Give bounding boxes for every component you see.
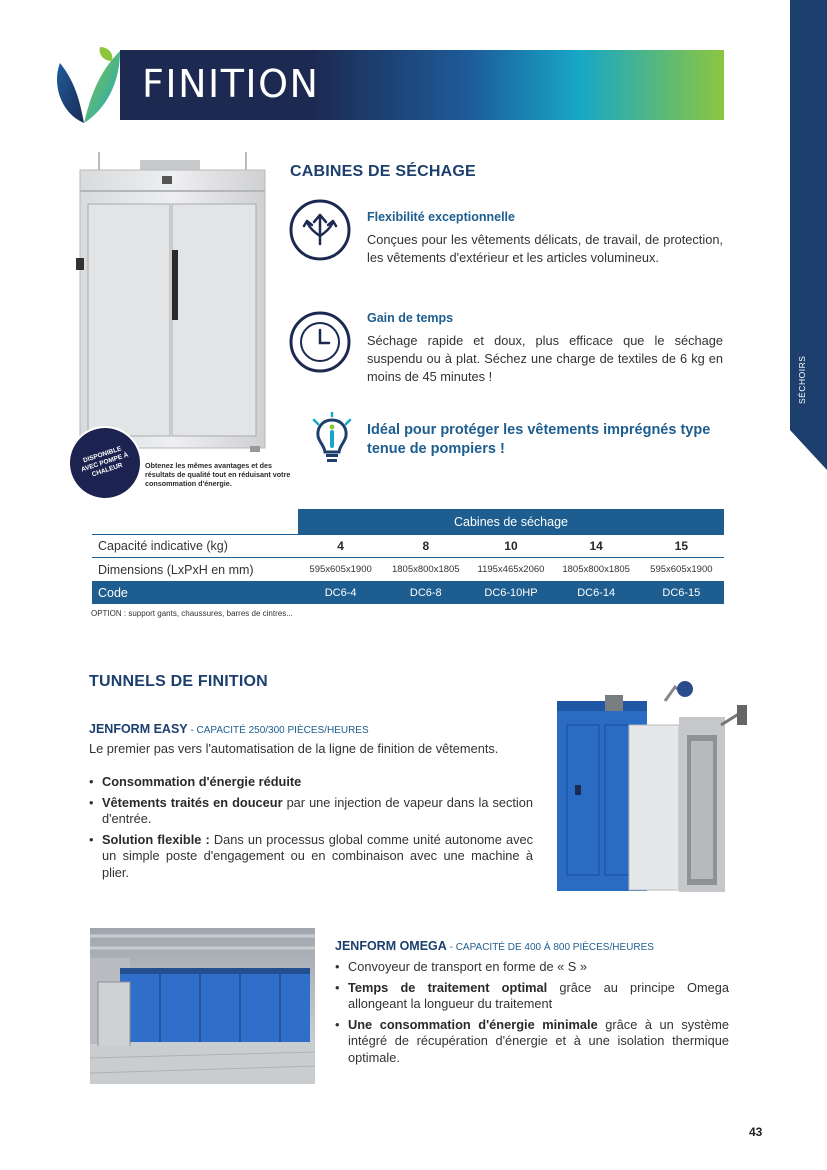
- table-row-dimensions: [92, 558, 724, 582]
- tunnels-section-title: TUNNELS DE FINITION: [89, 673, 268, 690]
- table-row-code: [92, 581, 724, 604]
- jenform-omega-bullets: [335, 959, 729, 1070]
- clock-icon: [288, 310, 352, 374]
- table-cell: 8: [422, 539, 430, 553]
- page-number: 43: [749, 1125, 763, 1139]
- feature-title-time: Gain de temps: [367, 311, 454, 325]
- bullet-text: grâce au principe Omega allongeant la longueur du traitement: [348, 979, 729, 1011]
- section-side-tab: [790, 0, 827, 470]
- bullet-bold: Une consommation d'énergie minimale: [348, 1016, 598, 1032]
- table-cell: 15: [674, 539, 689, 553]
- list-item: [89, 795, 533, 828]
- bullet-text: par une injection de vapeur dans la section d'entrée.: [102, 794, 534, 826]
- bullet-bold: Temps de traitement optimal: [348, 979, 548, 995]
- table-row-capacity: [92, 534, 724, 558]
- product-capacity: - CAPACITÉ 250/300 PIÈCES/HEURES: [187, 725, 369, 736]
- table-cell: 595x605x1900: [309, 564, 372, 575]
- table-cell: DC6-4: [324, 586, 357, 599]
- cabinets-section-title: CABINES DE SÉCHAGE: [290, 163, 476, 180]
- table-cell: DC6-8: [409, 586, 442, 599]
- product-capacity: - CAPACITÉ DE 400 À 800 PIÈCES/HEURES: [446, 942, 654, 953]
- table-cell: 1195x465x2060: [477, 564, 545, 575]
- table-cell: 10: [504, 539, 518, 553]
- table-cell: 1805x800x1805: [391, 564, 460, 575]
- list-item: [335, 959, 729, 976]
- lightbulb-icon: [312, 412, 352, 464]
- table-cell: DC6-14: [577, 586, 616, 599]
- row-label: Code: [98, 585, 128, 600]
- table-cell: 595x605x1900: [650, 564, 713, 575]
- option-note: OPTION : support gants, chaussures, barres de cintres...: [91, 609, 293, 618]
- table-cell: 1805x800x1805: [562, 564, 630, 575]
- row-label: Capacité indicative (kg): [98, 539, 228, 553]
- product-name: JENFORM EASY: [89, 722, 188, 736]
- list-item: [89, 832, 533, 882]
- jenform-omega-image: [90, 928, 315, 1084]
- bullet-text: Convoyeur de transport en forme de « S »: [348, 959, 588, 974]
- leaf-logo-icon: [50, 43, 128, 127]
- heat-pump-badge: DISPONIBLE AVEC POMPE À CHALEUR: [61, 419, 149, 507]
- ideal-highlight: Idéal pour protéger les vêtements imprégnés type tenue de pompiers !: [367, 422, 711, 457]
- feature-text-time: Séchage rapide et doux, plus efficace que le séchage suspendu ou à plat. Séchez une charge de textiles de 6 kg en moins de 45 minutes !: [367, 333, 723, 384]
- jenform-omega-title: [335, 939, 654, 953]
- table-cell: DC6-15: [662, 586, 701, 599]
- list-item: [335, 980, 729, 1013]
- badge-note: Obtenez les mêmes avantages et des résultats de qualité tout en réduisant votre consommation d'énergie.: [145, 461, 291, 488]
- jenform-easy-intro: Le premier pas vers l'automatisation de la ligne de finition de vêtements.: [89, 741, 499, 756]
- table-cell: 4: [337, 539, 344, 553]
- jenform-easy-title: [89, 722, 369, 736]
- bullet-text: Dans un processus global comme unité autonome avec un simple poste d'engagement ou en combinaison avec une machine à plier.: [102, 831, 533, 880]
- bullet-bold: Solution flexible :: [102, 831, 210, 847]
- table-cell: DC6-10HP: [484, 586, 538, 599]
- bullet-bold: Consommation d'énergie réduite: [102, 774, 302, 789]
- list-item: [89, 774, 533, 791]
- bullet-text: grâce à un système intégré de récupération d'énergie et à une isolation thermique optimale.: [348, 1016, 729, 1065]
- jenform-easy-image: [545, 665, 755, 900]
- page-title: FINITION: [142, 62, 320, 106]
- table-header: Cabines de séchage: [298, 509, 724, 534]
- product-name: JENFORM OMEGA: [335, 939, 447, 953]
- row-label: Dimensions (LxPxH en mm): [98, 562, 254, 577]
- bullet-bold: Vêtements traités en douceur: [102, 794, 283, 810]
- feature-text-flexibility: Conçues pour les vêtements délicats, de travail, de protection, les vêtements d'extérieur et les articles volumineux.: [367, 232, 723, 265]
- list-item: [335, 1017, 729, 1067]
- side-tab-label: SÉCHOIRS: [797, 355, 807, 404]
- jenform-easy-bullets: [89, 774, 533, 885]
- table-cell: 14: [589, 539, 603, 553]
- arrows-directions-icon: [288, 198, 352, 262]
- feature-title-flexibility: Flexibilité exceptionnelle: [367, 210, 515, 224]
